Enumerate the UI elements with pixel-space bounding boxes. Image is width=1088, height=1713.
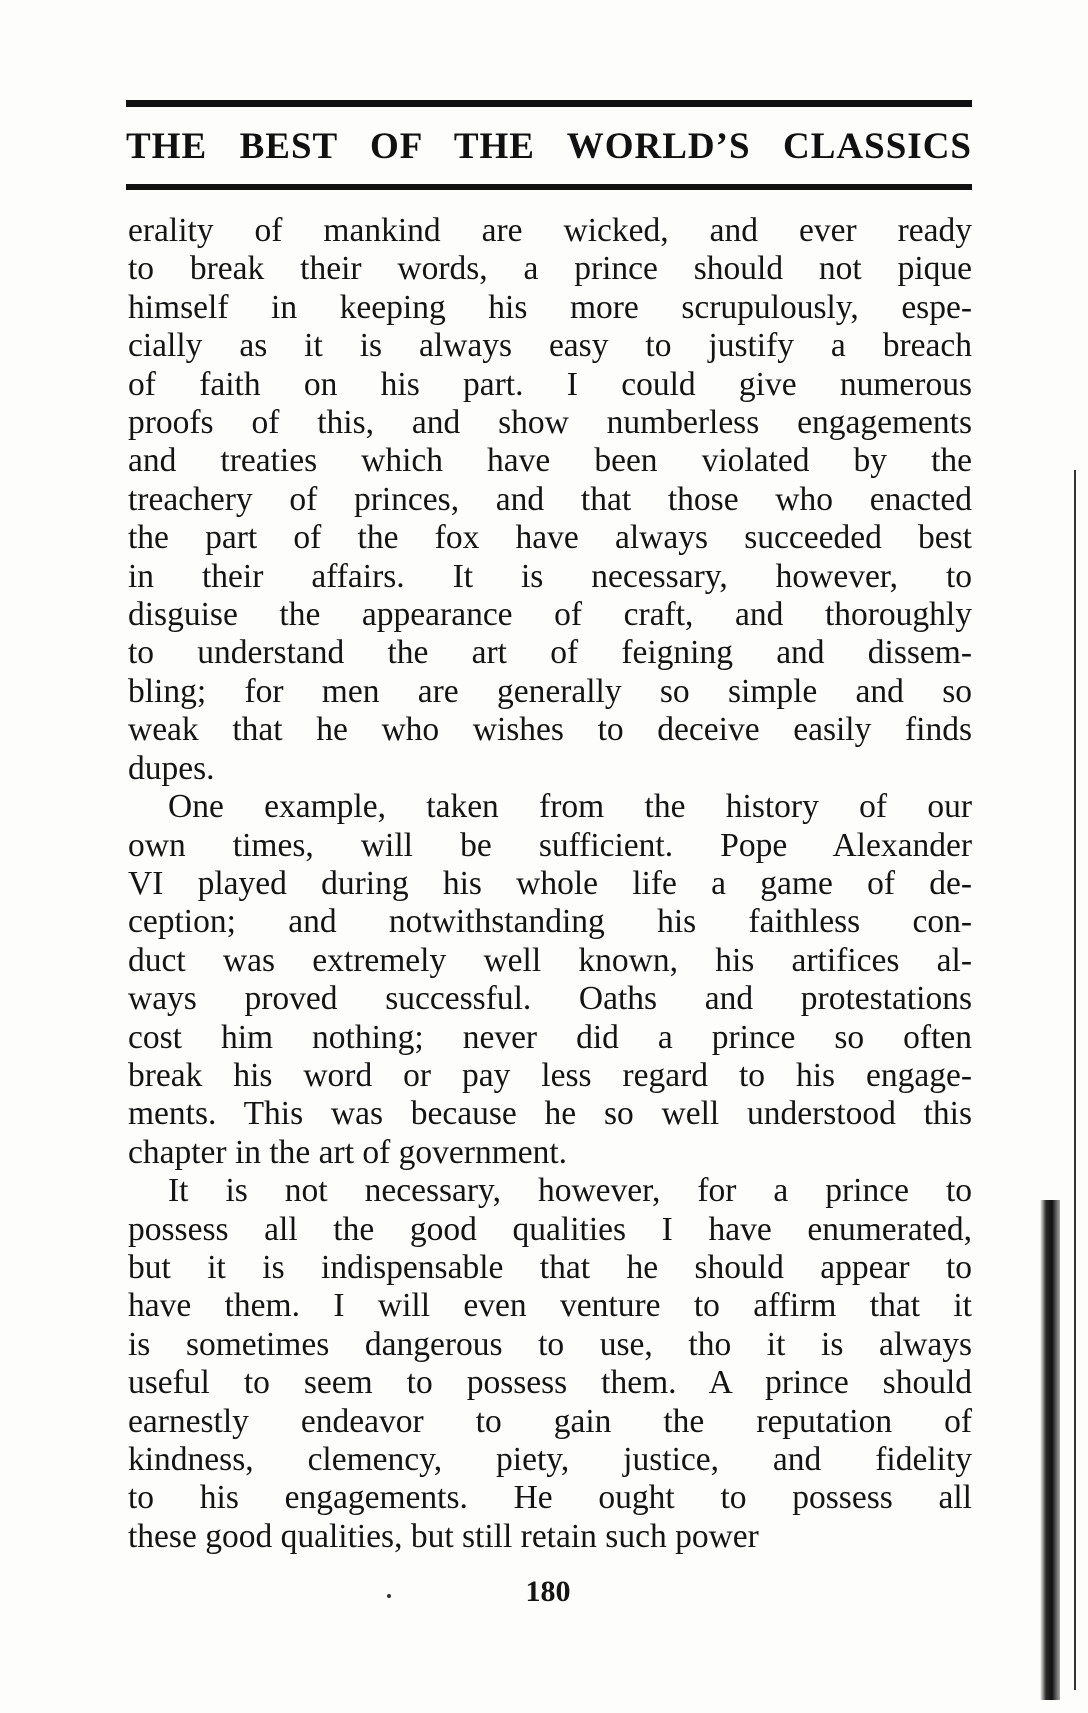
text-line: to break their words, a prince should not pique [128,250,972,288]
paragraph [128,788,972,1172]
text-line: VI played during his whole life a game of de- [128,864,972,902]
text-line: cially as it is always easy to justify a breach [128,327,972,365]
page-speck [387,1594,391,1598]
text-line: ception; and notwithstanding his faithless con- [128,903,972,941]
binding-shadow [1040,1200,1060,1700]
text-line: to his engagements. He ought to possess all [128,1479,972,1517]
text-line: ways proved successful. Oaths and protestations [128,980,972,1018]
text-line: the part of the fox have always succeeded best [128,519,972,557]
text-line: have them. I will even venture to affirm that it [128,1287,972,1325]
text-line: but it is indispensable that he should appear to [128,1248,972,1286]
text-line: possess all the good qualities I have enumerated, [128,1210,972,1248]
text-line: dupes. [128,749,215,787]
text-line: kindness, clemency, piety, justice, and fidelity [128,1441,972,1478]
text-line: disguise the appearance of craft, and thoroughly [128,596,972,634]
text-line: is sometimes dangerous to use, tho it is always [128,1325,972,1363]
running-head: THE BEST OF THE WORLD’S CLASSICS [126,126,972,167]
binding-shadow-line [1074,470,1076,1690]
paragraph [128,1172,972,1556]
text-line: himself in keeping his more scrupulously, espe- [128,288,972,326]
text-line: of faith on his part. I could give numerous [128,365,972,403]
text-line: weak that he who wishes to deceive easily finds [128,711,972,749]
text-line: One example, taken from the history of our [168,788,972,826]
header-rule-bottom [126,184,972,190]
text-line: own times, will be sufficient. Pope Alexander [128,826,972,864]
text-line: these good qualities, but still retain such power [128,1517,759,1555]
text-line: earnestly endeavor to gain the reputation of [128,1402,972,1440]
body-text [128,212,972,1556]
text-line: erality of mankind are wicked, and ever ready [128,212,972,249]
text-line: in their affairs. It is necessary, however, to [128,557,972,595]
header-rule-top [126,100,972,107]
text-line: and treaties which have been violated by the [128,442,972,480]
text-line: chapter in the art of government. [128,1133,568,1171]
text-line: break his word or pay less regard to his engage- [128,1056,972,1094]
text-line: It is not necessary, however, for a prince to [168,1172,972,1210]
text-line: useful to seem to possess them. A prince should [128,1364,972,1402]
text-line: cost him nothing; never did a prince so often [128,1018,972,1056]
paragraph [128,212,972,788]
text-line: bling; for men are generally so simple and so [128,672,972,710]
page-number: 180 [525,1575,571,1608]
text-line: treachery of princes, and that those who enacted [128,480,972,518]
text-line: to understand the art of feigning and dissem- [128,634,972,672]
text-line: duct was extremely well known, his artifices al- [128,941,972,979]
text-line: ments. This was because he so well understood this [128,1095,972,1133]
text-line: proofs of this, and show numberless engagements [128,404,972,442]
